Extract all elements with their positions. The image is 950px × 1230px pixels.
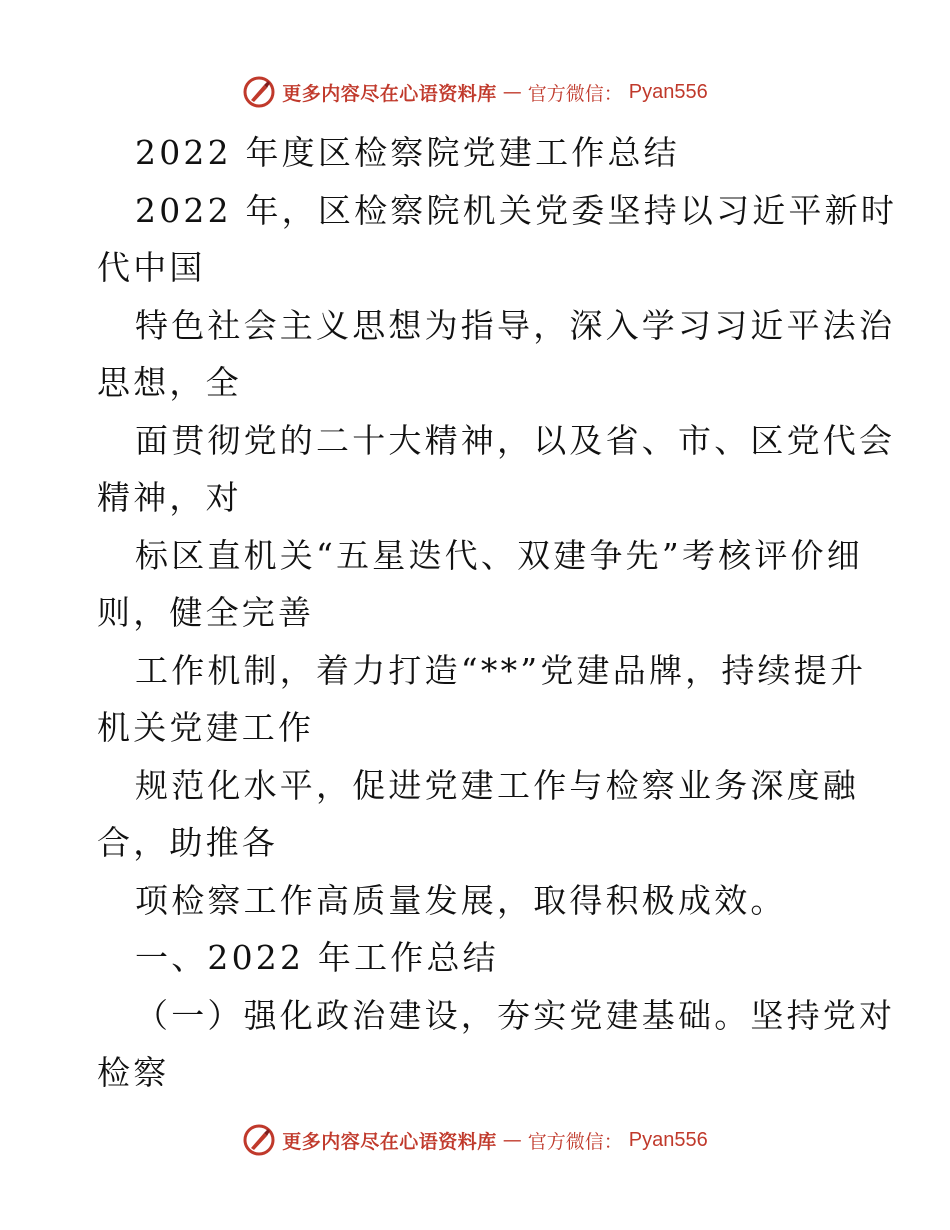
watermark-wechat-label: 官方微信： bbox=[527, 1130, 623, 1153]
watermark-title: 更多内容尽在心语资料库 bbox=[282, 82, 497, 105]
pen-logo-icon bbox=[242, 1123, 276, 1157]
watermark-footer bbox=[0, 1120, 950, 1160]
watermark-wechat-label: 官方微信： bbox=[527, 82, 623, 105]
watermark-wechat-id: Pyan556 bbox=[628, 80, 708, 103]
pen-logo-icon bbox=[242, 75, 276, 109]
subsection-heading: （一）强化政治建设，夯实党建基础。坚持党对 bbox=[135, 995, 896, 1035]
text-line: 标区直机关“五星迭代、双建争先”考核评价细 bbox=[135, 535, 863, 575]
watermark-wechat-id: Pyan556 bbox=[628, 1128, 708, 1151]
text-line: 则，健全完善 bbox=[97, 593, 315, 632]
text-line: 规范化水平，促进党建工作与检察业务深度融 bbox=[135, 765, 859, 805]
text-line: 代中国 bbox=[97, 248, 206, 287]
text-line: 面贯彻党的二十大精神，以及省、市、区党代会 bbox=[135, 420, 896, 460]
text-line: 2022 年，区检察院机关党委坚持以习近平新时 bbox=[135, 190, 898, 230]
watermark-separator: — bbox=[502, 81, 522, 103]
text-line: 特色社会主义思想为指导，深入学习习近平法治 bbox=[135, 305, 896, 345]
text-line: 检察 bbox=[97, 1053, 170, 1092]
text-line: 工作机制，着力打造“**”党建品牌，持续提升 bbox=[135, 650, 867, 690]
document-body bbox=[97, 124, 898, 1102]
section-heading: 一、2022 年工作总结 bbox=[135, 938, 499, 977]
text-line: 精神，对 bbox=[97, 478, 242, 517]
watermark-title: 更多内容尽在心语资料库 bbox=[282, 1130, 497, 1153]
watermark-separator: — bbox=[502, 1129, 522, 1151]
text-line: 合，助推各 bbox=[97, 823, 278, 862]
document-title: 2022 年度区检察院党建工作总结 bbox=[135, 133, 680, 172]
text-line: 思想，全 bbox=[97, 363, 242, 402]
text-line: 机关党建工作 bbox=[97, 708, 315, 747]
text-line: 项检察工作高质量发展，取得积极成效。 bbox=[135, 880, 787, 920]
watermark-header bbox=[0, 72, 950, 112]
